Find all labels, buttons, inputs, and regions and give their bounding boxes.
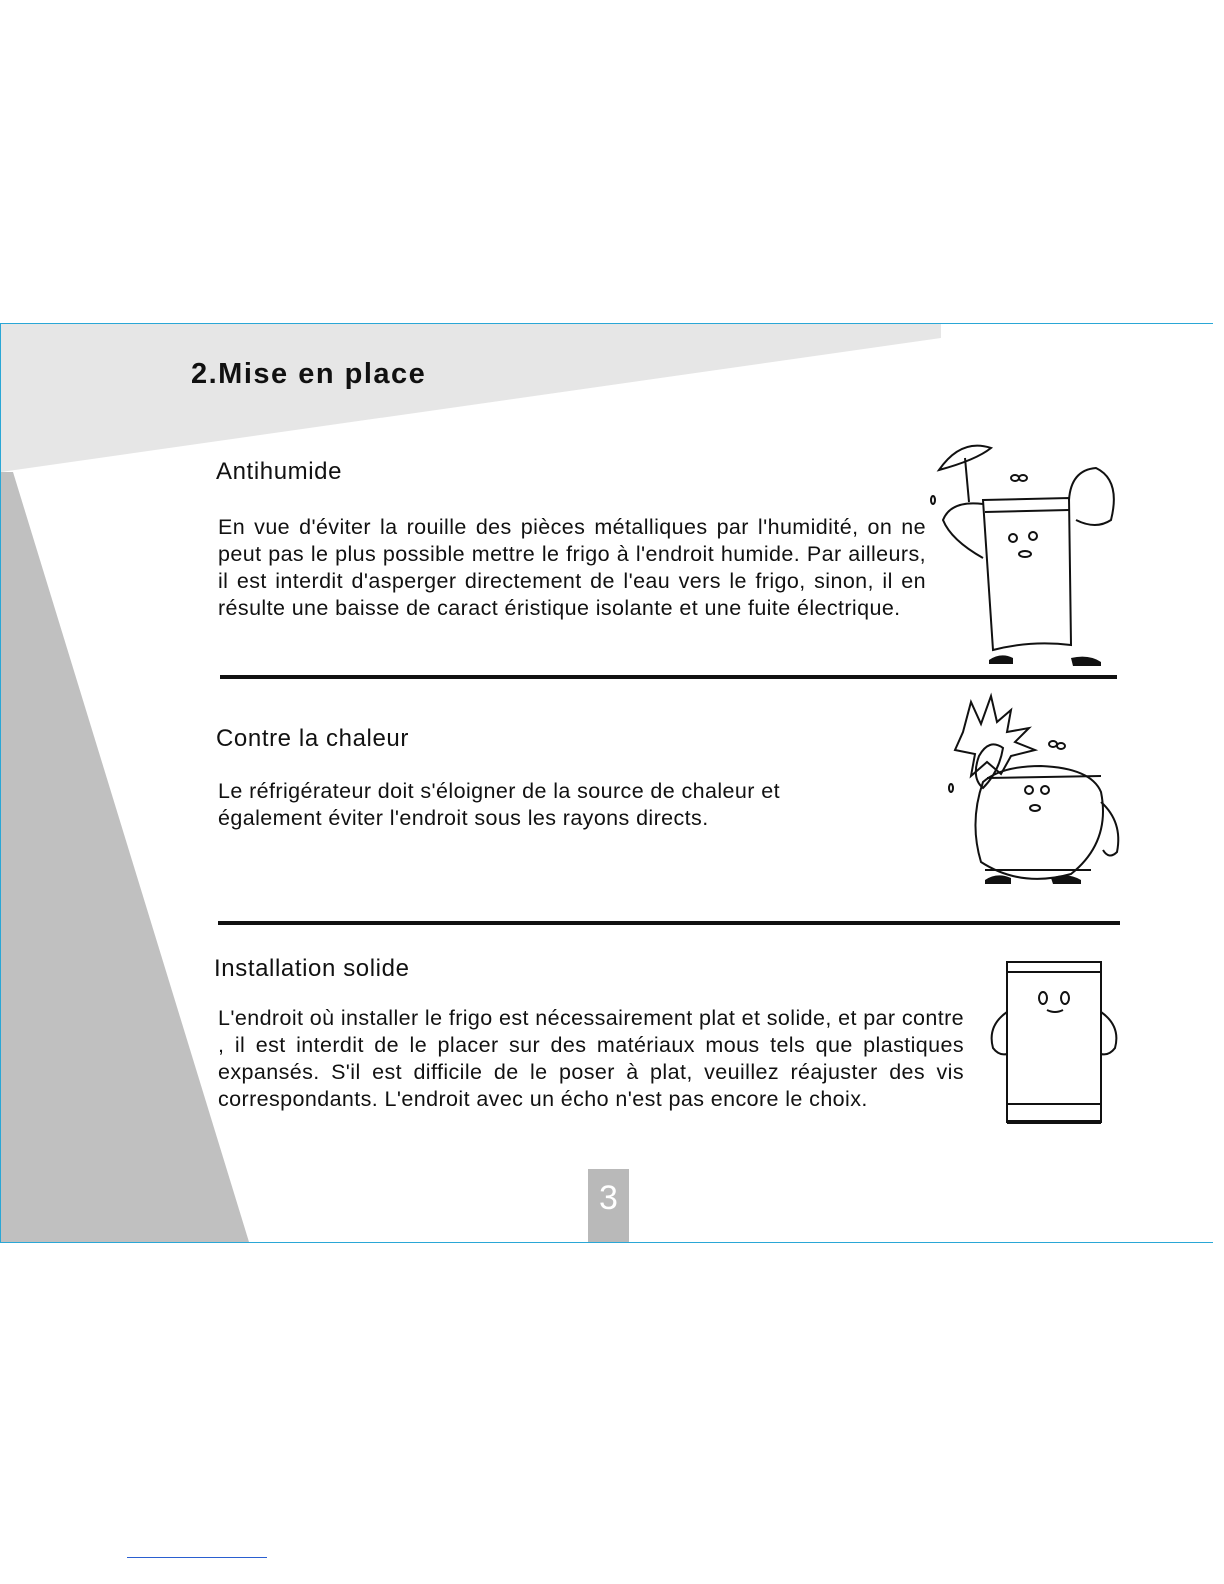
heading-antihumide: Antihumide bbox=[216, 458, 343, 485]
paragraph-contre-la-chaleur: Le réfrigérateur doit s'éloigner de la source de chaleur et également éviter l'endroit sous les rayons directs. bbox=[218, 779, 780, 830]
left-grey-wedge bbox=[1, 472, 249, 1242]
paragraph-antihumide: En vue d'éviter la rouille des pièces métalliques par l'humidité, on ne peut pas le plus possible mettre le frigo à l'endroit humide. Par ailleurs, il est interdit d'asperger directement de l'eau vers le frigo, sinon, il en résulte une baisse de caract éristique isolante et une fuite électrique. bbox=[218, 515, 926, 620]
fridge-standing-icon bbox=[981, 956, 1126, 1132]
top-grey-band bbox=[1, 324, 941, 472]
manual-page bbox=[0, 323, 1213, 1243]
fridge-heat-icon bbox=[941, 692, 1151, 902]
footer-line bbox=[127, 1557, 267, 1558]
heading-contre-la-chaleur: Contre la chaleur bbox=[216, 725, 409, 752]
fridge-umbrella-icon bbox=[921, 440, 1131, 672]
page-number: 3 bbox=[588, 1169, 629, 1242]
divider-2 bbox=[218, 921, 1120, 925]
paragraph-installation-solide: L'endroit où installer le frigo est nécessairement plat et solide, et par contre , il est interdit de le placer sur des matériaux mous tels que plastiques expansés. S'il est difficile de le poser à plat, veuillez réajuster des vis correspondants. L'endroit avec un écho n'est pas encore le choix. bbox=[218, 1006, 964, 1111]
divider-1 bbox=[220, 675, 1117, 679]
heading-installation-solide: Installation solide bbox=[214, 955, 410, 982]
section-title: 2.Mise en place bbox=[191, 358, 427, 390]
